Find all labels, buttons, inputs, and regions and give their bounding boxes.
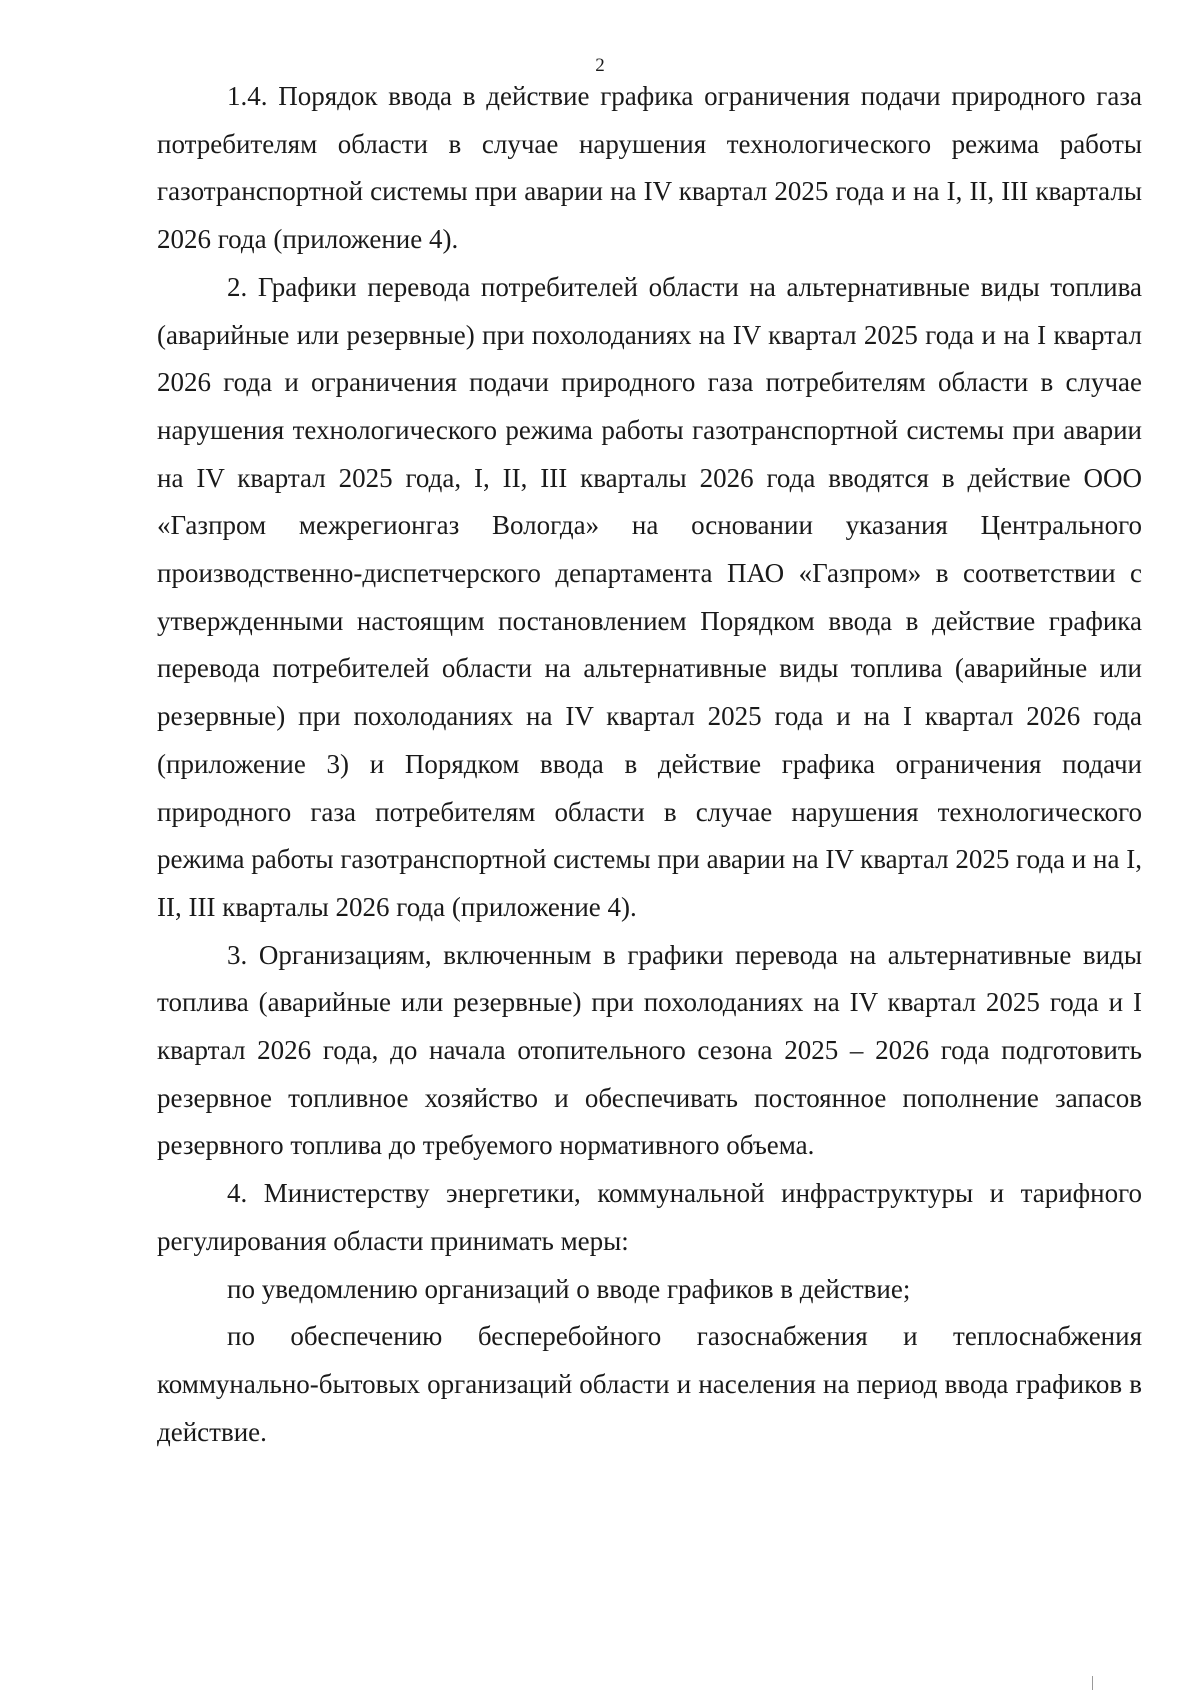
scan-mark bbox=[1092, 1676, 1093, 1690]
paragraph-2: 2. Графики перевода потребителей области на альтернативные виды топлива (аварийные или резервные) при похолоданиях на IV квартал 2025 года и на I квартал 2026 года и ограничения подачи природного газа потребителям области в случае нарушения технологического режима работы газотранспортной системы при аварии на IV квартал 2025 года, I, II, III кварталы 2026 года вводятся в действие ООО «Газпром межрегионгаз Вологда» на основании указания Центрального производственно-диспетчерского департамента ПАО «Газпром» в соответствии с утвержденными настоящим постановлением Порядком ввода в действие графика перевода потребителей области на альтернативные виды топлива (аварийные или резервные) при похолоданиях на IV квартал 2025 года и на I квартал 2026 года (приложение 3) и Порядком ввода в действие графика ограничения подачи природного газа потребителям области в случае нарушения технологического режима работы газотранспортной системы при аварии на IV квартал 2025 года и на I, II, III кварталы 2026 года (приложение 4). bbox=[157, 271, 1142, 922]
page-number: 2 bbox=[595, 55, 605, 76]
document-body bbox=[157, 73, 1142, 1456]
paragraph-3: 3. Организациям, включенным в графики перевода на альтернативные виды топлива (аварийные или резервные) при похолоданиях на IV квартал 2025 года и I квартал 2026 года, до начала отопительного сезона 2025 – 2026 года подготовить резервное топливное хозяйство и обеспечивать постоянное пополнение запасов резервного топлива до требуемого нормативного объема. bbox=[157, 939, 1142, 1161]
paragraph-4: 4. Министерству энергетики, коммунальной инфраструктуры и тарифного регулирования области принимать меры: bbox=[157, 1178, 1142, 1256]
paragraph-1-4: 1.4. Порядок ввода в действие графика ограничения подачи природного газа потребителям области в случае нарушения технологического режима работы газотранспортной системы при аварии на IV квартал 2025 года и на I, II, III кварталы 2026 года (приложение 4). bbox=[157, 81, 1142, 255]
paragraph-4-item-supply: по обеспечению бесперебойного газоснабжения и теплоснабжения коммунально-бытовых организаций области и населения на период ввода графиков в действие. bbox=[157, 1321, 1142, 1447]
paragraph-4-item-notification: по уведомлению организаций о вводе графиков в действие; bbox=[227, 1273, 911, 1304]
